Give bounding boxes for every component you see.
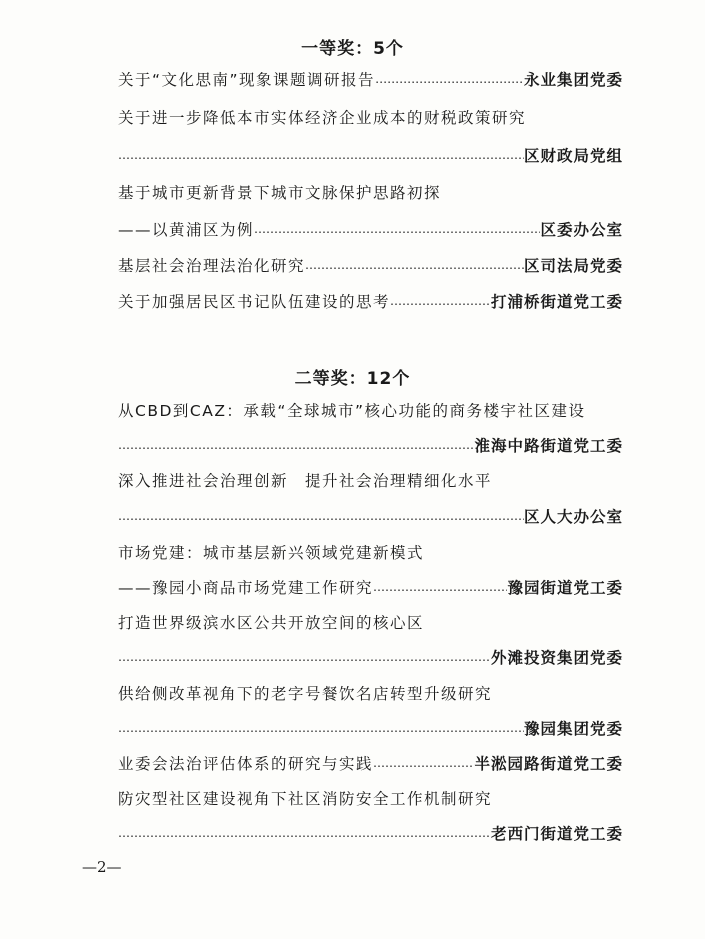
award-entry: [118, 433, 623, 457]
award-entry: [118, 751, 623, 775]
entry-title: 基层社会治理法治化研究: [118, 257, 306, 275]
award-entry: [118, 67, 623, 91]
entry-org: 豫园集团党委: [523, 720, 623, 738]
leader-dots: [118, 438, 474, 452]
entry-org: 半淞园路街道党工委: [474, 755, 623, 773]
leader-dots: [373, 580, 507, 594]
award-entry: [118, 504, 623, 528]
entry-org: 老西门街道党工委: [490, 825, 623, 843]
entry-org: 区人大办公室: [523, 508, 623, 526]
entry-title: 关于进一步降低本市实体经济企业成本的财税政策研究: [118, 109, 527, 127]
award-entry: [118, 180, 623, 204]
award-entry: [118, 786, 623, 810]
page-number: —2—: [82, 858, 122, 876]
entry-title: ——豫园小商品市场党建工作研究: [118, 579, 374, 597]
entry-title: 业委会法治评估体系的研究与实践: [118, 755, 374, 773]
leader-dots: [118, 721, 524, 735]
entry-title: 打造世界级滨水区公共开放空间的核心区: [118, 614, 425, 632]
award-entry: [118, 253, 623, 277]
entry-org: 外滩投资集团党委: [490, 649, 623, 667]
award-entry: [118, 681, 623, 705]
entry-title: 基于城市更新背景下城市文脉保护思路初探: [118, 184, 442, 202]
leader-dots: [118, 826, 491, 840]
entry-title: 深入推进社会治理创新 提升社会治理精细化水平: [118, 472, 493, 490]
leader-dots: [305, 258, 524, 272]
award-entry: [118, 143, 623, 167]
award-entry: [118, 468, 623, 492]
entry-org: 区司法局党委: [523, 257, 623, 275]
entry-title: 关于“文化思南”现象课题调研报告: [118, 71, 376, 89]
leader-dots: [254, 222, 540, 236]
award-entry: [118, 821, 623, 845]
award-entry: [118, 540, 623, 564]
award-entry: [118, 610, 623, 634]
leader-dots: [390, 294, 491, 308]
award-entry: [118, 217, 623, 241]
entry-title: ——以黄浦区为例: [118, 221, 255, 239]
entry-org: 区财政局党组: [523, 147, 623, 165]
section2-heading: 二等奖：12个: [294, 369, 411, 389]
award-entry: [118, 398, 623, 422]
entry-org: 淮海中路街道党工委: [474, 437, 623, 455]
award-entry: [118, 716, 623, 740]
entry-org: 豫园街道党工委: [507, 579, 623, 597]
leader-dots: [375, 72, 524, 86]
entry-title: 防灾型社区建设视角下社区消防安全工作机制研究: [118, 790, 493, 808]
entry-org: 区委办公室: [540, 221, 623, 239]
award-entry: [118, 575, 623, 599]
entry-org: 打浦桥街道党工委: [490, 293, 623, 311]
award-entry: [118, 645, 623, 669]
leader-dots: [118, 148, 524, 162]
entry-title: 供给侧改革视角下的老字号餐饮名店转型升级研究: [118, 685, 493, 703]
entry-org: 永业集团党委: [523, 71, 623, 89]
entry-title: 市场党建：城市基层新兴领域党建新模式: [118, 544, 425, 562]
award-entry: [118, 289, 623, 313]
entry-title: 关于加强居民区书记队伍建设的思考: [118, 293, 391, 311]
leader-dots: [118, 509, 524, 523]
section1-heading: 一等奖：5个: [301, 39, 404, 59]
award-entry: [118, 105, 623, 129]
leader-dots: [373, 756, 474, 770]
leader-dots: [118, 650, 491, 664]
entry-title: 从CBD到CAZ：承载“全球城市”核心功能的商务楼宇社区建设: [118, 402, 586, 420]
